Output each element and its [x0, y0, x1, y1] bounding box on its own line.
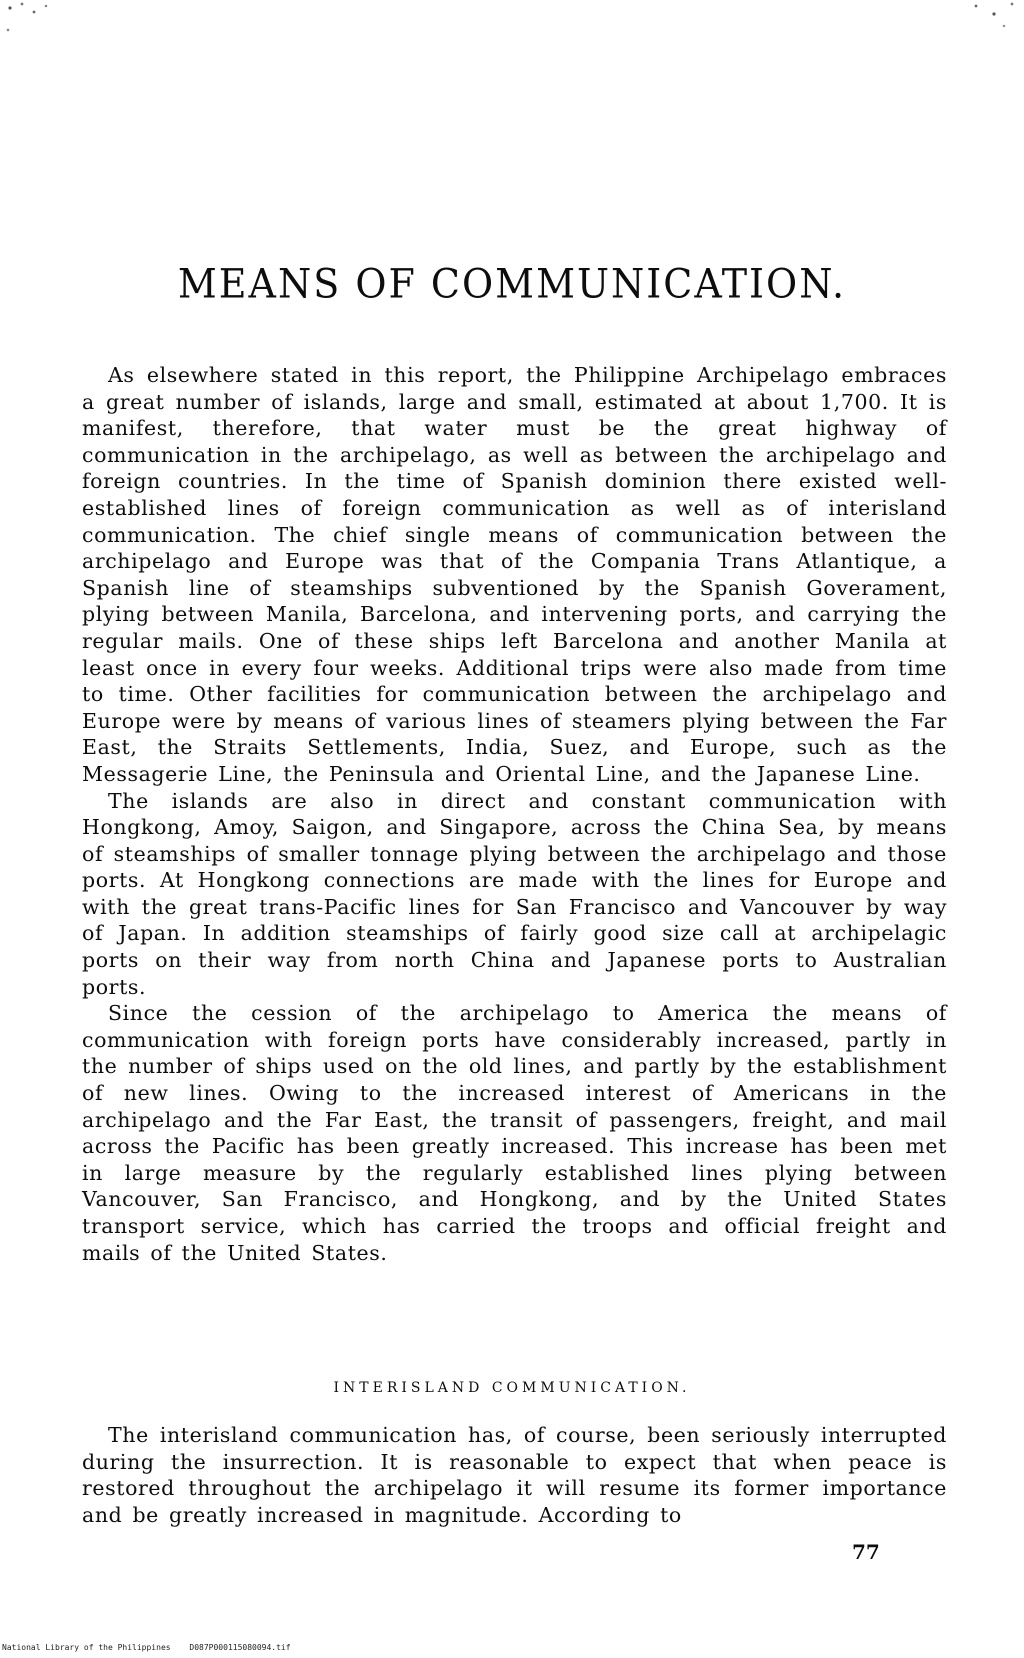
paragraph: As elsewhere stated in this report, the Philippine Archipelago embraces a great number of islands, large and small, estimated at about 1,700. It is manifest, therefore, that water must be the great highway of communication in the archipelago, as well as between the archipelago and foreign countries. In the time of Spanish dominion there existed well-established lines of foreign communication as well as of interisland communication. The chief single means of communication between the archipelago and Europe was that of the Compania Trans Atlantique, a Spanish line of steamships subventioned by the Spanish Goverament, plying between Manila, Barcelona, and intervening ports, and carrying the regular mails. One of these ships left Barcelona and another Manila at least once in every four weeks. Additional trips were also made from time to time. Other facilities for communication between the archipelago and Europe were by means of various lines of steamers plying between the Far East, the Straits Settlements, India, Suez, and Europe, such as the Messagerie Line, the Peninsula and Oriental Line, and the Japanese Line.	[82, 363, 947, 786]
footer-file: D087P000115080094.tif	[189, 1643, 291, 1652]
scan-footer	[2, 1643, 291, 1652]
page-number: 77	[852, 1540, 880, 1564]
body-text	[82, 362, 947, 1266]
page-title: MEANS OF COMMUNICATION.	[177, 260, 847, 308]
section-heading: INTERISLAND COMMUNICATION.	[333, 1380, 691, 1396]
paragraph: The interisland communication has, of course, been seriously interrupted during the insurrection. It is reasonable to expect that when peace is restored throughout the archipelago it will resume its former importance and be greatly increased in magnitude. According to	[82, 1423, 947, 1527]
paragraph: The islands are also in direct and constant communication with Hongkong, Amoy, Saigon, and Singapore, across the China Sea, by means of steamships of smaller tonnage plying between the archipelago and those ports. At Hongkong connections are made with the lines for Europe and with the great trans-Pacific lines for San Francisco and Vancouver by way of Japan. In addition steamships of fairly good size call at archipelagic ports on their way from north China and Japanese ports to Australian ports.	[82, 788, 947, 999]
footer-library: National Library of the Philippines	[2, 1643, 171, 1652]
paragraph: Since the cession of the archipelago to America the means of communication with foreign ports have considerably increased, partly in the number of ships used on the old lines, and partly by the establishment of new lines. Owing to the increased interest of Americans in the archipelago and the Far East, the transit of passengers, freight, and mail across the Pacific has been greatly increased. This increase has been met in large measure by the regularly established lines plying between Vancouver, San Francisco, and Hongkong, and by the United States transport service, which has carried the troops and official freight and mails of the United States.	[82, 1001, 947, 1265]
scan-artifact	[0, 0, 60, 60]
body-text-section-2	[82, 1422, 947, 1528]
scan-artifact	[964, 0, 1024, 40]
